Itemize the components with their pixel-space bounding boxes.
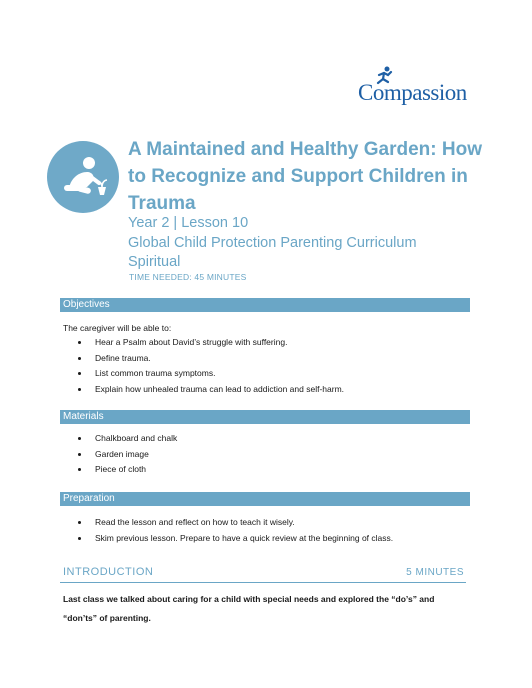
objectives-intro: The caregiver will be able to: <box>63 323 172 333</box>
list-item: Chalkboard and chalk <box>62 431 164 447</box>
materials-heading: Materials <box>60 410 470 424</box>
gardening-person-icon <box>47 141 119 213</box>
lesson-number: Year 2 | Lesson 10 <box>128 215 249 231</box>
time-needed: TIME NEEDED: 45 MINUTES <box>129 272 247 282</box>
list-item: Garden image <box>62 447 164 463</box>
compassion-logo <box>358 66 474 110</box>
preparation-heading: Preparation <box>60 492 470 506</box>
logo-wordmark: Compassion <box>358 80 467 105</box>
list-item: Piece of cloth <box>62 462 164 478</box>
list-item: Define trauma. <box>62 351 331 367</box>
materials-list <box>62 431 178 478</box>
introduction-heading <box>60 565 466 583</box>
curriculum-name: Global Child Protection Parenting Curriculum <box>128 235 417 251</box>
list-item: Read the lesson and reflect on how to teach it wisely. <box>62 515 380 531</box>
list-item: Hear a Psalm about David’s struggle with suffering. <box>62 335 331 351</box>
introduction-text: Last class we talked about caring for a child with special needs and explored the “do’s” and “don’ts” of parenting. <box>63 594 435 623</box>
page-title: A Maintained and Healthy Garden: How to Recognize and Support Children in Trauma <box>128 139 483 214</box>
list-item: Explain how unhealed trauma can lead to addiction and self-harm. <box>62 382 331 398</box>
introduction-duration: 5 MINUTES <box>406 567 464 578</box>
list-item: Skim previous lesson. Prepare to have a quick review at the beginning of class. <box>62 531 380 547</box>
objectives-heading: Objectives <box>60 298 470 312</box>
curriculum-category: Spiritual <box>128 254 181 270</box>
objectives-list <box>62 335 345 397</box>
preparation-list <box>62 515 394 546</box>
introduction-label: INTRODUCTION <box>63 566 154 578</box>
list-item: List common trauma symptoms. <box>62 366 331 382</box>
